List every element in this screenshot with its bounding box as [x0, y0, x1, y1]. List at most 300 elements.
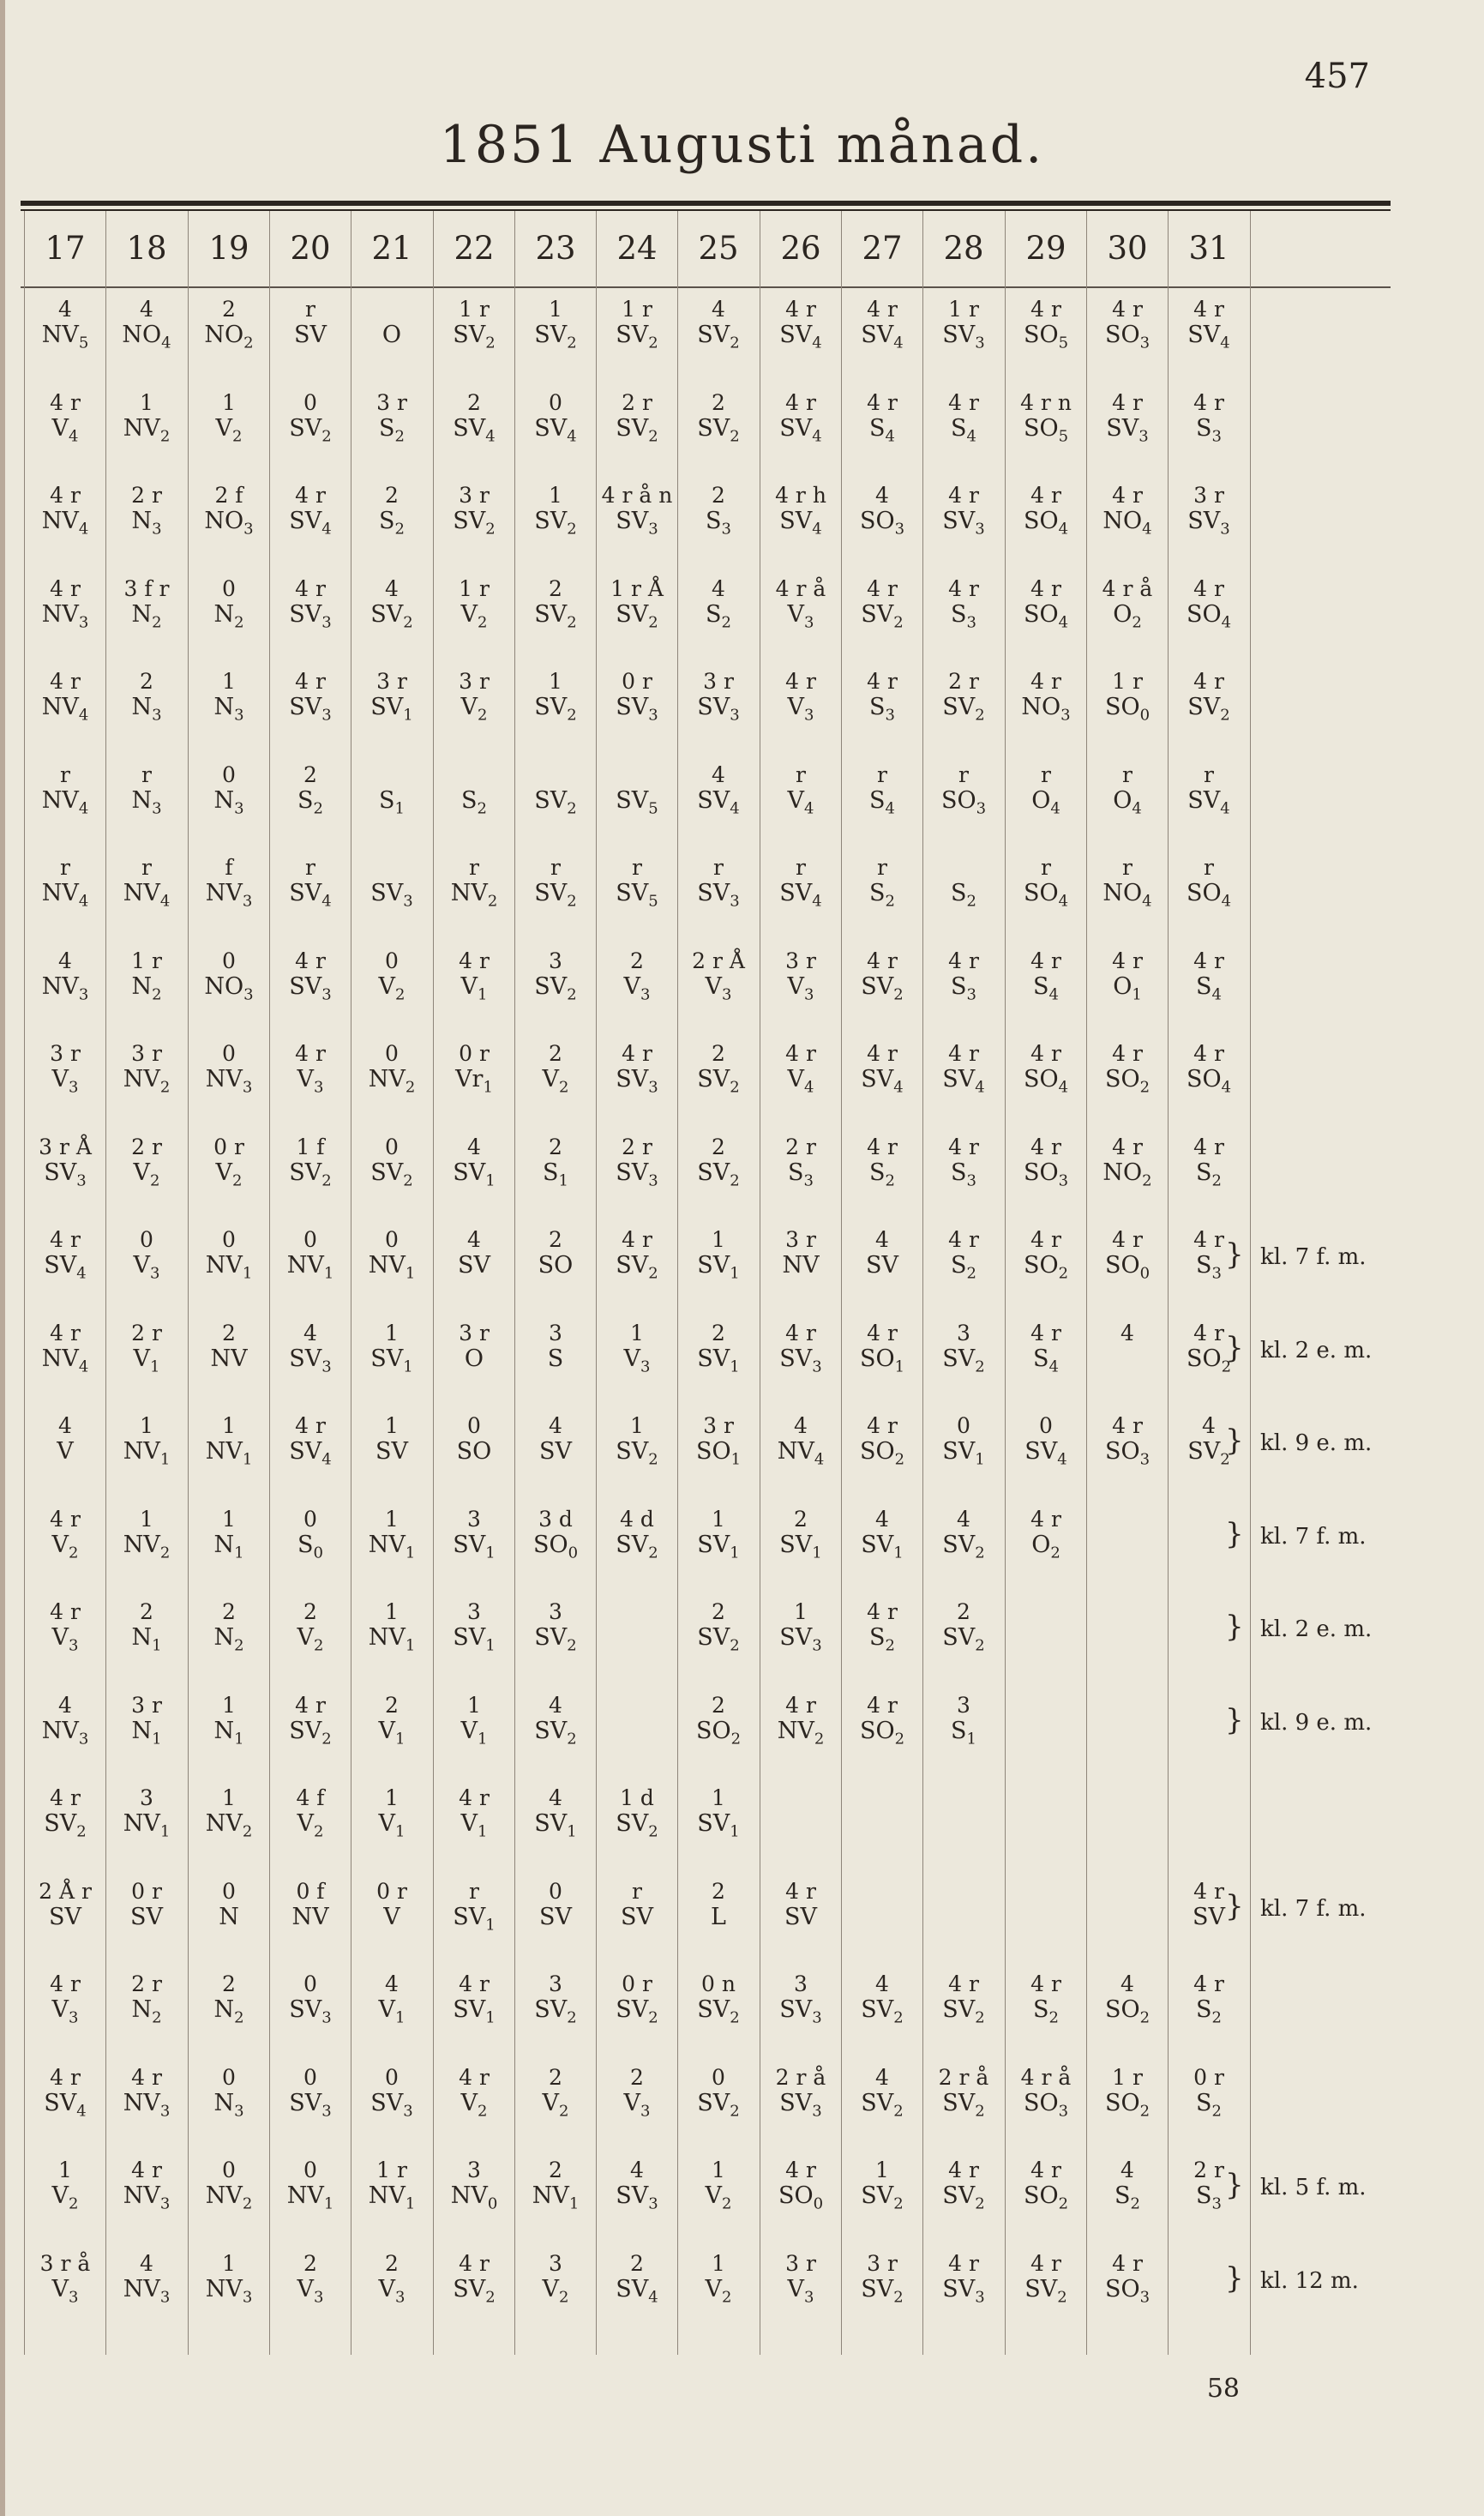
cell-cloud-value: 4 r [948, 948, 979, 973]
cell-wind-value: $SO_3$ [1104, 1438, 1151, 1469]
cell-cloud-value: r [1041, 855, 1051, 880]
cell-wind-value: SO [456, 1438, 492, 1465]
cell-cloud-value: 4 f [296, 1785, 325, 1810]
observation-cell [1005, 1135, 1087, 1190]
cell-cloud-value: 0 [303, 1227, 317, 1252]
observation-cell [677, 576, 760, 632]
cell-wind-value: $SV_4$ [779, 415, 822, 446]
time-note: kl. 7 f. m. [1260, 1244, 1367, 1270]
cell-wind-value: SV [49, 1904, 81, 1930]
observation-cell [841, 2158, 923, 2213]
observation-cell [596, 948, 678, 1004]
observation-cell [351, 2251, 433, 2307]
cell-wind-value: $S_2$ [379, 415, 405, 446]
cell-wind-value: $S_3$ [788, 1159, 814, 1190]
observation-cell [433, 2065, 515, 2121]
observation-cell [433, 1879, 515, 1935]
cell-wind-value: NV [291, 1904, 329, 1930]
cell-wind-value: $NO_3$ [204, 973, 254, 1004]
observation-cell [269, 2158, 351, 2213]
cell-wind-value: $SV_2$ [534, 601, 577, 632]
day-header: 31 [1188, 230, 1229, 267]
cell-wind-value: $SV_2$ [534, 1718, 577, 1749]
cell-cloud-value: 2 [712, 1879, 725, 1904]
cell-wind-value: $S_3$ [1196, 2182, 1222, 2213]
cell-cloud-value: 4 [1202, 1413, 1216, 1438]
cell-cloud-value: 2 [303, 762, 317, 787]
cell-wind-value: $SO_0$ [1104, 694, 1151, 725]
day-header: 28 [943, 230, 984, 267]
cell-cloud-value: 1 [549, 669, 562, 694]
observation-cell [269, 1041, 351, 1097]
cell-wind-value: $N_2$ [131, 601, 162, 632]
cell-wind-value: $S_0$ [297, 1532, 323, 1562]
cell-cloud-value: 4 r [1112, 483, 1143, 508]
brace-mark: } [1225, 1889, 1244, 1923]
observation-cell [24, 2065, 106, 2121]
observation-cell [1168, 1135, 1250, 1190]
cell-cloud-value: 4 r [1030, 948, 1061, 973]
cell-wind-value: $SV_1$ [697, 1532, 740, 1562]
cell-cloud-value: 3 r [376, 669, 407, 694]
cell-cloud-value [351, 855, 433, 881]
observation-cell [677, 483, 760, 539]
cell-cloud-value: 0 [222, 2065, 236, 2090]
observation-cell [351, 297, 433, 348]
observation-cell [269, 1879, 351, 1930]
observation-cell [677, 1785, 760, 1841]
cell-wind-value: $V_1$ [460, 973, 488, 1004]
cell-wind-value: $SV_2$ [370, 601, 413, 632]
cell-cloud-value: 4 r [1112, 948, 1143, 973]
cell-cloud-value: 3 r [785, 948, 816, 973]
cell-wind-value: $SO_2$ [1104, 1066, 1151, 1097]
observation-cell [105, 1321, 188, 1376]
cell-cloud-value: 1 [385, 1507, 399, 1532]
observation-cell [596, 1321, 678, 1376]
cell-cloud-value: 4 r [1112, 297, 1143, 322]
cell-wind-value: $N_2$ [131, 973, 162, 1004]
observation-cell [351, 855, 433, 911]
observation-cell [269, 1599, 351, 1655]
observation-cell [105, 2158, 188, 2213]
observation-cell [1086, 1135, 1169, 1190]
cell-cloud-value: 2 r [131, 1971, 162, 1996]
observation-cell [760, 1971, 842, 2027]
observation-cell [433, 2251, 515, 2307]
cell-cloud-value: 3 [957, 1321, 970, 1345]
observation-cell [188, 1041, 270, 1097]
observation-cell [596, 483, 678, 539]
observation-cell [760, 1321, 842, 1376]
cell-wind-value: $V_1$ [460, 1718, 488, 1749]
cell-cloud-value: 4 r [295, 1413, 326, 1438]
cell-wind-value: $S_2$ [297, 787, 323, 818]
observation-cell [433, 1413, 515, 1465]
cell-wind-value: NV [782, 1252, 820, 1279]
observation-cell [514, 855, 597, 911]
cell-wind-value: $SV_3$ [616, 1066, 658, 1097]
observation-cell [269, 390, 351, 446]
cell-wind-value: $SV_3$ [942, 508, 985, 539]
observation-cell [922, 1693, 1005, 1749]
observation-cell [188, 1971, 270, 2027]
cell-wind-value: $V_3$ [787, 2276, 814, 2307]
cell-wind-value: O [382, 322, 402, 348]
cell-cloud-value: 1 [140, 1507, 153, 1532]
cell-cloud-value: 2 r [785, 1135, 816, 1159]
cell-wind-value: $NV_2$ [368, 1066, 416, 1097]
cell-cloud-value: 4 r [50, 2065, 81, 2090]
observation-cell [351, 1413, 433, 1465]
cell-cloud-value: 2 [385, 483, 399, 508]
cell-wind-value: $NV_1$ [368, 1624, 416, 1655]
cell-wind-value: $S_2$ [1033, 1996, 1059, 2027]
cell-cloud-value: 4 r [867, 390, 898, 415]
cell-cloud-value: 1 r [131, 948, 162, 973]
observation-cell [760, 1135, 842, 1190]
cell-cloud-value: r [469, 1879, 479, 1904]
cell-wind-value: $SO_1$ [859, 1345, 905, 1376]
cell-cloud-value: 0 [712, 2065, 725, 2090]
cell-cloud-value: 2 [222, 1321, 236, 1345]
cell-cloud-value: r [632, 1879, 642, 1904]
cell-cloud-value: 1 [222, 390, 236, 415]
observation-cell [269, 855, 351, 911]
cell-wind-value: $Vr_1$ [455, 1066, 493, 1097]
cell-wind-value: $SV_2$ [861, 2276, 904, 2307]
cell-cloud-value: 0 [385, 1041, 399, 1066]
observation-cell [1168, 2065, 1250, 2121]
observation-cell [1005, 1227, 1087, 1283]
cell-wind-value: $S_2$ [1196, 1996, 1222, 2027]
observation-cell [922, 669, 1005, 725]
cell-cloud-value: 4 r [295, 669, 326, 694]
cell-cloud-value: 4 r [1112, 1041, 1143, 1066]
cell-cloud-value: 4 [303, 1321, 317, 1345]
time-note: kl. 5 f. m. [1260, 2175, 1367, 2200]
cell-wind-value: $SO_2$ [1104, 2090, 1151, 2121]
observation-cell [841, 1507, 923, 1562]
cell-wind-value: $SV_4$ [861, 322, 904, 352]
observation-cell [351, 1693, 433, 1749]
observation-cell [841, 297, 923, 352]
cell-wind-value: $SV_3$ [779, 1624, 822, 1655]
cell-cloud-value: 2 r [622, 1135, 652, 1159]
cell-wind-value: $SV_4$ [1187, 787, 1230, 818]
cell-cloud-value: 1 [222, 2251, 236, 2276]
cell-wind-value: $SV_1$ [779, 1532, 822, 1562]
observation-cell [841, 762, 923, 818]
observation-cell [1086, 483, 1169, 539]
observation-cell [760, 1693, 842, 1749]
observation-cell [596, 2065, 678, 2121]
observation-cell [1005, 1971, 1087, 2027]
cell-wind-value: $O_2$ [1113, 601, 1142, 632]
cell-cloud-value: 1 [222, 1693, 236, 1718]
cell-wind-value: $NO_4$ [1102, 880, 1152, 911]
observation-cell [351, 762, 433, 818]
cell-wind-value: $NV_1$ [286, 2182, 334, 2213]
cell-wind-value: $SO_0$ [1104, 1252, 1151, 1283]
cell-wind-value: $N_2$ [213, 601, 244, 632]
cell-cloud-value: 4 r [785, 1693, 816, 1718]
cell-wind-value: $SV_2$ [861, 2182, 904, 2213]
cell-wind-value: $SO_5$ [1023, 415, 1069, 446]
observation-cell [351, 390, 433, 446]
observation-cell [433, 1785, 515, 1841]
cell-cloud-value: 4 r h [775, 483, 826, 508]
cell-cloud-value: 3 [549, 2251, 562, 2276]
cell-wind-value: $V_1$ [378, 1810, 406, 1841]
cell-cloud-value: r [796, 855, 806, 880]
cell-cloud-value: 0 [467, 1413, 481, 1438]
observation-cell [922, 483, 1005, 539]
cell-wind-value: $SV_2$ [697, 1996, 740, 2027]
cell-wind-value: $S_4$ [1196, 973, 1222, 1004]
observation-cell [433, 1227, 515, 1279]
observation-cell [596, 2251, 678, 2307]
cell-wind-value: $SV_2$ [697, 1624, 740, 1655]
cell-wind-value: $SV_2$ [861, 2090, 904, 2121]
cell-cloud-value: 1 [385, 1321, 399, 1345]
observation-cell [351, 948, 433, 1004]
cell-wind-value: $SV_1$ [697, 1252, 740, 1283]
cell-cloud-value: 0 [140, 1227, 153, 1252]
cell-cloud-value: 4 r [785, 1041, 816, 1066]
cell-cloud-value: 1 r [459, 297, 490, 322]
cell-cloud-value: 1 r [948, 297, 979, 322]
cell-cloud-value: 4 r [50, 669, 81, 694]
page-title: 1851 Augusti månad. [439, 115, 1045, 175]
observation-cell [24, 948, 106, 1004]
observation-cell [24, 1693, 106, 1749]
cell-wind-value: $V_1$ [133, 1345, 160, 1376]
cell-cloud-value: 3 r [50, 1041, 81, 1066]
observation-cell [188, 1135, 270, 1190]
observation-cell [841, 1971, 923, 2027]
observation-cell [514, 1785, 597, 1841]
observation-cell [514, 2158, 597, 2213]
observation-cell [188, 1693, 270, 1749]
cell-wind-value: $NV_3$ [123, 2182, 171, 2213]
observation-cell [1168, 669, 1250, 725]
observation-cell [351, 576, 433, 632]
observation-cell [677, 1507, 760, 1562]
cell-wind-value: $SV_3$ [289, 973, 332, 1004]
observation-cell [269, 1227, 351, 1283]
cell-cloud-value: 4 [549, 1785, 562, 1810]
cell-cloud-value: 1 [222, 1413, 236, 1438]
cell-wind-value: $SO_3$ [1104, 322, 1151, 352]
cell-cloud-value: 3 d [538, 1507, 573, 1532]
cell-cloud-value: 3 [467, 1599, 481, 1624]
day-header: 17 [45, 230, 86, 267]
cell-cloud-value: 0 r [622, 1971, 652, 1996]
observation-cell [433, 855, 515, 911]
cell-cloud-value: 4 r [785, 2158, 816, 2182]
cell-cloud-value: 1 [467, 1693, 481, 1718]
observation-cell [760, 1599, 842, 1655]
observation-cell [24, 1879, 106, 1930]
observation-cell [188, 1785, 270, 1841]
cell-wind-value: $V_3$ [133, 1252, 160, 1283]
cell-wind-value: $SO_0$ [532, 1532, 579, 1562]
cell-wind-value: $NV_3$ [205, 880, 253, 911]
observation-cell [514, 669, 597, 725]
day-header: 18 [126, 230, 167, 267]
observation-cell [105, 1413, 188, 1469]
cell-cloud-value: 3 [549, 1971, 562, 1996]
cell-wind-value: $NV_1$ [123, 1438, 171, 1469]
brace-mark: } [1225, 1517, 1244, 1551]
cell-cloud-value: 4 r [1193, 1971, 1224, 1996]
cell-wind-value: $SV_2$ [616, 415, 658, 446]
cell-cloud-value: 0 [222, 1041, 236, 1066]
observation-cell [841, 576, 923, 632]
cell-wind-value: $NO_3$ [204, 508, 254, 539]
cell-cloud-value: 4 r [459, 2251, 490, 2276]
observation-cell [24, 669, 106, 725]
observation-cell [1005, 2251, 1087, 2307]
observation-cell [596, 1971, 678, 2027]
cell-cloud-value: 2 [303, 2251, 317, 2276]
cell-wind-value: $V_3$ [623, 1345, 651, 1376]
cell-cloud-value: 2 [549, 576, 562, 601]
cell-cloud-value: 4 r n [1020, 390, 1072, 415]
observation-cell [269, 297, 351, 348]
observation-cell [105, 1599, 188, 1655]
cell-cloud-value: 1 r [459, 576, 490, 601]
observation-cell [1005, 1041, 1087, 1097]
cell-cloud-value: 2 [712, 390, 725, 415]
cell-wind-value: $NV_3$ [41, 1718, 89, 1749]
cell-wind-value: $SV_4$ [289, 1438, 332, 1469]
cell-wind-value: $S_4$ [951, 415, 976, 446]
cell-cloud-value: r [1122, 762, 1133, 787]
cell-wind-value: $SV_2$ [370, 1159, 413, 1190]
cell-wind-value: $SV_4$ [697, 787, 740, 818]
cell-wind-value: O [464, 1345, 484, 1372]
observation-cell [1005, 297, 1087, 352]
observation-cell [677, 2065, 760, 2121]
cell-cloud-value: 3 r [867, 2251, 898, 2276]
cell-cloud-value: 2 r å [775, 2065, 826, 2090]
cell-cloud-value: 1 [712, 2158, 725, 2182]
observation-cell [188, 762, 270, 818]
observation-cell [841, 669, 923, 725]
cell-wind-value: $V_2$ [542, 2276, 569, 2307]
cell-wind-value: $SV_3$ [697, 694, 740, 725]
cell-cloud-value: 0 [385, 2065, 399, 2090]
observation-cell [760, 1413, 842, 1469]
observation-cell [105, 855, 188, 911]
cell-cloud-value: 4 r [295, 576, 326, 601]
observation-cell [514, 2065, 597, 2121]
cell-wind-value: $N_2$ [213, 1996, 244, 2027]
cell-wind-value: $S_3$ [951, 1159, 976, 1190]
cell-cloud-value: 4 r [1193, 297, 1224, 322]
observation-cell [677, 2158, 760, 2213]
observation-cell [269, 1971, 351, 2027]
cell-wind-value: $V_3$ [705, 973, 732, 1004]
observation-cell [1005, 1413, 1087, 1469]
cell-wind-value: $SV_3$ [289, 1996, 332, 2027]
cell-wind-value: $SV_3$ [289, 694, 332, 725]
cell-cloud-value: 4 r å n [601, 483, 673, 508]
cell-wind-value: SV [130, 1904, 163, 1930]
cell-wind-value: $SV_4$ [861, 1066, 904, 1097]
observation-cell [1168, 855, 1250, 911]
cell-cloud-value: 4 [58, 948, 72, 973]
observation-cell [1168, 390, 1250, 446]
day-header: 27 [862, 230, 903, 267]
cell-wind-value: $S_1$ [951, 1718, 976, 1749]
observation-cell [351, 2158, 433, 2213]
cell-wind-value: $NV_2$ [450, 880, 498, 911]
cell-wind-value: $NV_1$ [205, 1252, 253, 1283]
time-note: kl. 9 e. m. [1260, 1710, 1373, 1736]
cell-cloud-value: 4 r [1193, 669, 1224, 694]
observation-cell [596, 762, 678, 818]
cell-cloud-value: 4 r [785, 1321, 816, 1345]
observation-cell [922, 2251, 1005, 2307]
cell-wind-value: $N_3$ [131, 787, 162, 818]
observation-cell [188, 2065, 270, 2121]
observation-cell [351, 1971, 433, 2027]
observation-cell [24, 855, 106, 911]
cell-wind-value: $O_4$ [1031, 787, 1060, 818]
observation-cell [351, 1041, 433, 1097]
cell-wind-value: $SV_2$ [942, 1996, 985, 2027]
cell-cloud-value: 2 r [131, 1321, 162, 1345]
cell-cloud-value: 1 [549, 483, 562, 508]
cell-cloud-value: 2 [549, 2065, 562, 2090]
cell-wind-value: $O_2$ [1031, 1532, 1060, 1562]
observation-cell [1005, 762, 1087, 818]
cell-wind-value: $SV_1$ [453, 1904, 496, 1935]
cell-wind-value: $SO_4$ [1186, 1066, 1232, 1097]
cell-wind-value: $SV_3$ [616, 508, 658, 539]
day-header: 22 [454, 230, 495, 267]
cell-cloud-value: 4 [712, 576, 725, 601]
observation-cell [760, 2251, 842, 2307]
cell-cloud-value: 3 [140, 1785, 153, 1810]
cell-wind-value: $N_3$ [213, 694, 244, 725]
cell-wind-value: $S_2$ [869, 1624, 895, 1655]
cell-cloud-value: 0 [303, 2065, 317, 2090]
cell-cloud-value: 0 [222, 762, 236, 787]
cell-cloud-value: 4 r [1193, 1135, 1224, 1159]
cell-wind-value: $S_3$ [706, 508, 731, 539]
observation-cell [188, 669, 270, 725]
cell-wind-value: $SV_2$ [453, 322, 496, 352]
cell-cloud-value: 4 [549, 1413, 562, 1438]
cell-cloud-value: 4 r [785, 1879, 816, 1904]
observation-cell [351, 1785, 433, 1841]
observation-cell [677, 1413, 760, 1469]
cell-wind-value: $S_2$ [379, 508, 405, 539]
cell-wind-value: $V_2$ [297, 1810, 324, 1841]
cell-cloud-value: 0 r [376, 1879, 407, 1904]
cell-wind-value: $SV_4$ [779, 322, 822, 352]
cell-cloud-value: 4 r [948, 1227, 979, 1252]
cell-wind-value: $SO_3$ [940, 787, 987, 818]
observation-cell [760, 297, 842, 352]
cell-wind-value: $SV_2$ [534, 880, 577, 911]
observation-cell [760, 948, 842, 1004]
cell-wind-value: $O_1$ [1113, 973, 1142, 1004]
